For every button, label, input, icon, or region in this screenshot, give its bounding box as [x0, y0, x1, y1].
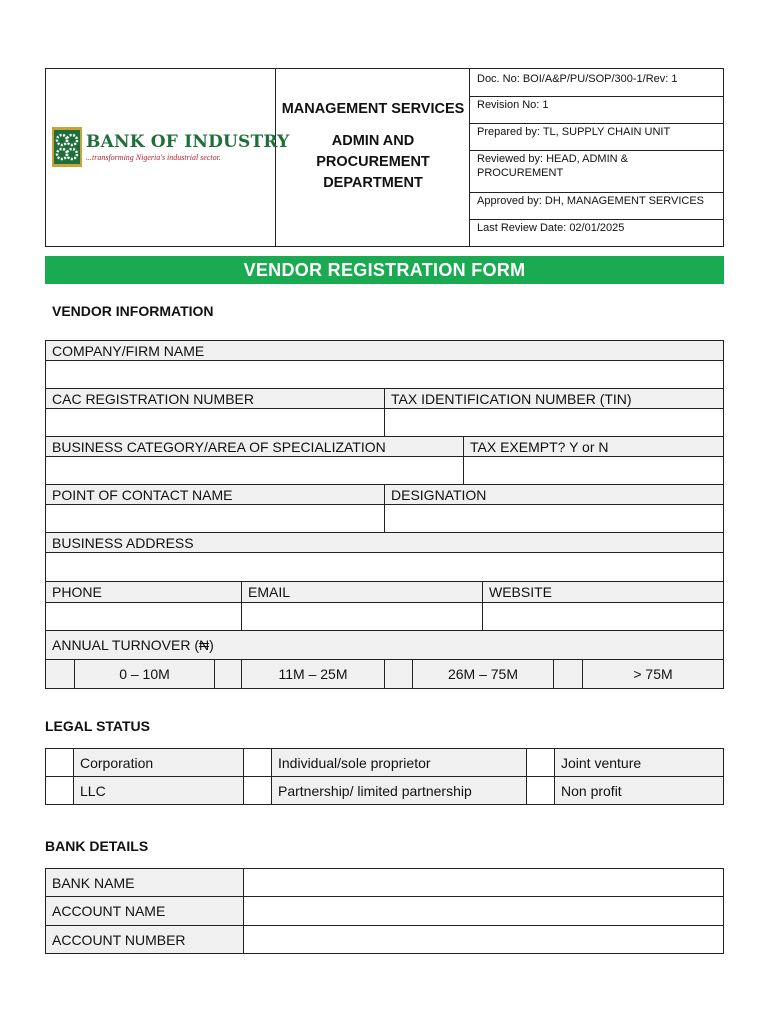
approved-by-text: Approved by: DH, MANAGEMENT SERVICES	[477, 195, 704, 207]
legal-option: Individual/sole proprietor	[271, 748, 527, 777]
legal-status-heading: LEGAL STATUS	[45, 718, 150, 734]
business-category-label: BUSINESS CATEGORY/AREA OF SPECIALIZATION	[45, 436, 464, 457]
legal-checkbox[interactable]	[243, 776, 272, 805]
turnover-checkbox[interactable]	[45, 659, 75, 689]
legal-checkbox[interactable]	[526, 776, 555, 805]
contact-name-label: POINT OF CONTACT NAME	[45, 484, 385, 505]
logo-name: BANK OF INDUSTRY	[86, 132, 290, 152]
tin-label: TAX IDENTIFICATION NUMBER (TIN)	[384, 388, 724, 409]
turnover-checkbox[interactable]	[553, 659, 583, 689]
doc-number-text: Doc. No: BOI/A&P/PU/SOP/300-1/Rev: 1	[477, 73, 678, 85]
reviewed-by	[470, 151, 724, 193]
legal-option: LLC	[73, 776, 244, 805]
cac-label: CAC REGISTRATION NUMBER	[45, 388, 385, 409]
bank-details-heading: BANK DETAILS	[45, 838, 149, 854]
doc-number	[470, 69, 724, 97]
bank-name-label: BANK NAME	[45, 868, 244, 897]
turnover-option: 11M – 25M	[241, 659, 385, 689]
prepared-by-text: Prepared by: TL, SUPPLY CHAIN UNIT	[477, 126, 671, 138]
annual-turnover-label: ANNUAL TURNOVER (₦)	[45, 630, 724, 660]
approved-by	[470, 193, 724, 220]
department-title: MANAGEMENT SERVICES	[281, 101, 465, 117]
department-subtitle-line1: ADMIN AND	[331, 133, 415, 149]
bank-of-industry-logo	[52, 125, 290, 169]
company-name-field[interactable]	[45, 360, 724, 389]
vendor-information-heading: VENDOR INFORMATION	[52, 303, 214, 319]
phone-field[interactable]	[45, 602, 242, 631]
legal-checkbox[interactable]	[526, 748, 555, 777]
legal-checkbox[interactable]	[243, 748, 272, 777]
legal-option: Non profit	[554, 776, 724, 805]
company-name-label: COMPANY/FIRM NAME	[45, 340, 724, 361]
legal-option: Joint venture	[554, 748, 724, 777]
logo-tagline: ...transforming Nigeria's industrial sector.	[86, 153, 221, 162]
gear-logo-icon	[52, 127, 82, 167]
turnover-option: 26M – 75M	[412, 659, 554, 689]
business-address-field[interactable]	[45, 552, 724, 582]
website-field[interactable]	[482, 602, 724, 631]
email-label: EMAIL	[241, 581, 483, 603]
department-subtitle-line3: DEPARTMENT	[323, 175, 423, 191]
designation-field[interactable]	[384, 504, 724, 533]
website-label: WEBSITE	[482, 581, 724, 603]
business-address-label: BUSINESS ADDRESS	[45, 532, 724, 553]
phone-label: PHONE	[45, 581, 242, 603]
cac-field[interactable]	[45, 408, 385, 437]
tax-exempt-label: TAX EXEMPT? Y or N	[463, 436, 724, 457]
reviewed-by-line1: Reviewed by: HEAD, ADMIN &	[477, 153, 628, 165]
bank-name-field[interactable]	[243, 868, 724, 897]
legal-checkbox[interactable]	[45, 776, 74, 805]
account-number-label: ACCOUNT NUMBER	[45, 925, 244, 954]
turnover-option: > 75M	[582, 659, 724, 689]
email-field[interactable]	[241, 602, 483, 631]
turnover-checkbox[interactable]	[384, 659, 413, 689]
legal-option: Corporation	[73, 748, 244, 777]
turnover-checkbox[interactable]	[214, 659, 242, 689]
document-header	[45, 68, 724, 247]
contact-name-field[interactable]	[45, 504, 385, 533]
revision-number	[470, 97, 724, 124]
revision-text: Revision No: 1	[477, 99, 549, 111]
last-review-date	[470, 220, 724, 247]
business-category-field[interactable]	[45, 456, 464, 485]
designation-label: DESIGNATION	[384, 484, 724, 505]
form-title: VENDOR REGISTRATION FORM	[45, 256, 724, 284]
prepared-by	[470, 124, 724, 151]
turnover-option: 0 – 10M	[74, 659, 215, 689]
reviewed-by-line2: PROCUREMENT	[477, 167, 564, 179]
tin-field[interactable]	[384, 408, 724, 437]
last-review-text: Last Review Date: 02/01/2025	[477, 222, 625, 234]
legal-option: Partnership/ limited partnership	[271, 776, 527, 805]
account-name-label: ACCOUNT NAME	[45, 896, 244, 926]
tax-exempt-field[interactable]	[463, 456, 724, 485]
legal-checkbox[interactable]	[45, 748, 74, 777]
account-number-field[interactable]	[243, 925, 724, 954]
department-subtitle-line2: PROCUREMENT	[316, 154, 430, 170]
account-name-field[interactable]	[243, 896, 724, 926]
